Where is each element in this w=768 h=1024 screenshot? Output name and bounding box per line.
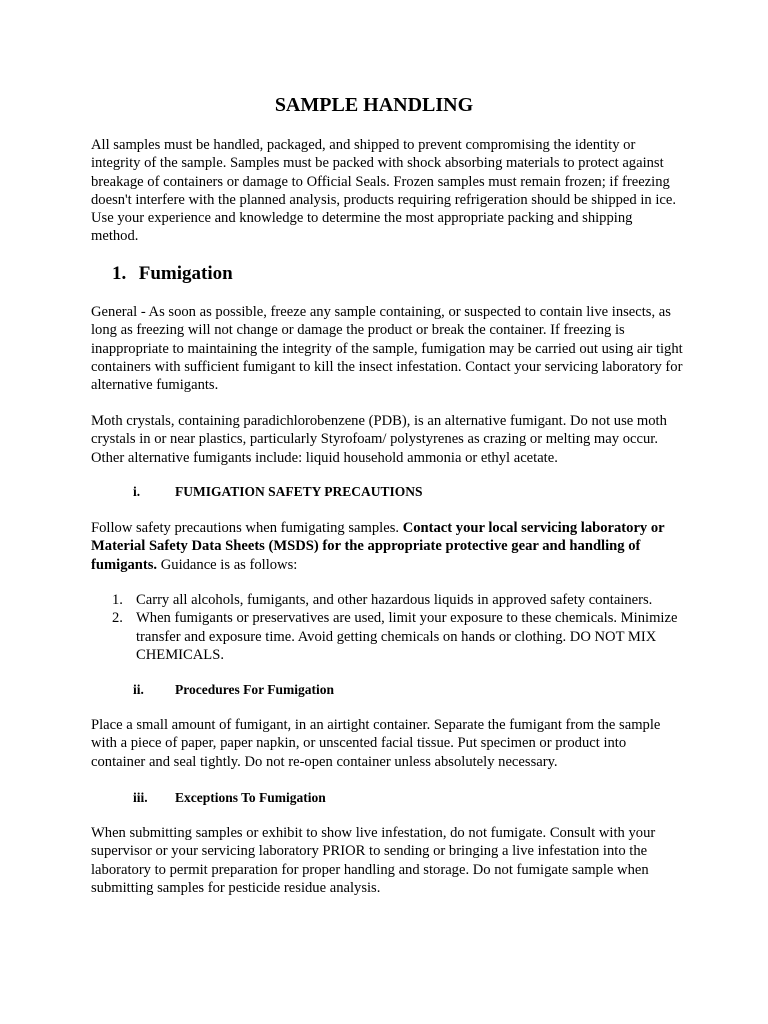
document-title: SAMPLE HANDLING — [274, 94, 474, 116]
list-item-text: Carry all alcohols, fumigants, and other hazardous liquids in approved safety containers. — [136, 592, 653, 608]
subheading-title: Procedures For Fumigation — [175, 682, 334, 697]
procedures-paragraph: Place a small amount of fumigant, in an airtight container. Separate the fumigant from the sample with a piece of paper, paper napkin, or unscented facial tissue. Put specimen or product into container and seal tightly. Do not re-open container unless absolutely necessary. — [91, 717, 661, 770]
safety-guidance-list — [91, 591, 683, 664]
exceptions-paragraph: When submitting samples or exhibit to show live infestation, do not fumigate. Consult with your supervisor or your servicing laboratory PRIOR to sending or bringing a live infestation into the laboratory to permit preparation for proper handling and storage. Do not fumigate sample when submitting samples for pesticide residue analysis. — [91, 825, 656, 896]
subheading-number: ii. — [133, 682, 144, 697]
subheading-safety-precautions — [133, 483, 423, 501]
intro-paragraph: All samples must be handled, packaged, and shipped to prevent compromising the identity or integrity of the sample. Samples must be packed with shock absorbing materials to protect against breakage of containers or damage to Official Seals. Frozen samples must remain frozen; if freezing doesn't interfere with the planned analysis, products requiring refrigeration should be shipped in ice. Use your experience and knowledge to determine the most appropriate packing and shipping method. — [91, 137, 676, 245]
section-number: 1. — [112, 263, 127, 284]
safety-paragraph — [91, 519, 683, 574]
subheading-number: iii. — [133, 790, 148, 805]
section-heading-fumigation — [112, 262, 233, 286]
safety-bold-text: Contact your local servicing laboratory or Material Safety Data Sheets (MSDS) for the appropriate protective gear and handling of fumigants. — [91, 520, 665, 573]
moth-crystals-paragraph: Moth crystals, containing paradichlorobenzene (PDB), is an alternative fumigant. Do not use moth crystals in or near plastics, particularly Styrofoam/ polystyrenes as crazing or melting may occur. Other alternative fumigants include: liquid household ammonia or ethyl acetate. — [91, 413, 667, 466]
subheading-title: Exceptions To Fumigation — [175, 790, 326, 805]
subheading-exceptions — [133, 789, 326, 807]
list-item-text: When fumigants or preservatives are used, limit your exposure to these chemicals. Minimize transfer and exposure time. Avoid getting chemicals on hands or clothing. DO NOT MIX CHEMICALS. — [136, 610, 678, 663]
list-marker: 2. — [112, 610, 123, 627]
safety-lead-text: Follow safety precautions when fumigating samples. — [91, 520, 403, 536]
list-marker: 1. — [112, 592, 123, 608]
list-item — [91, 609, 683, 664]
subheading-title: FUMIGATION SAFETY PRECAUTIONS — [175, 484, 423, 499]
subheading-procedures — [133, 681, 334, 699]
subheading-number: i. — [133, 484, 141, 499]
section-title: Fumigation — [138, 263, 233, 284]
general-paragraph: General - As soon as possible, freeze any sample containing, or suspected to contain live insects, as long as freezing will not change or damage the product or break the container. If freezing is inappropriate to maintaining the integrity of the sample, fumigation may be carried out using air tight containers with sufficient fumigant to kill the insect infestation. Contact your servicing laboratory for alternative fumigants. — [91, 304, 683, 394]
list-item — [91, 591, 683, 609]
safety-tail-text: Guidance is as follows: — [157, 556, 298, 573]
